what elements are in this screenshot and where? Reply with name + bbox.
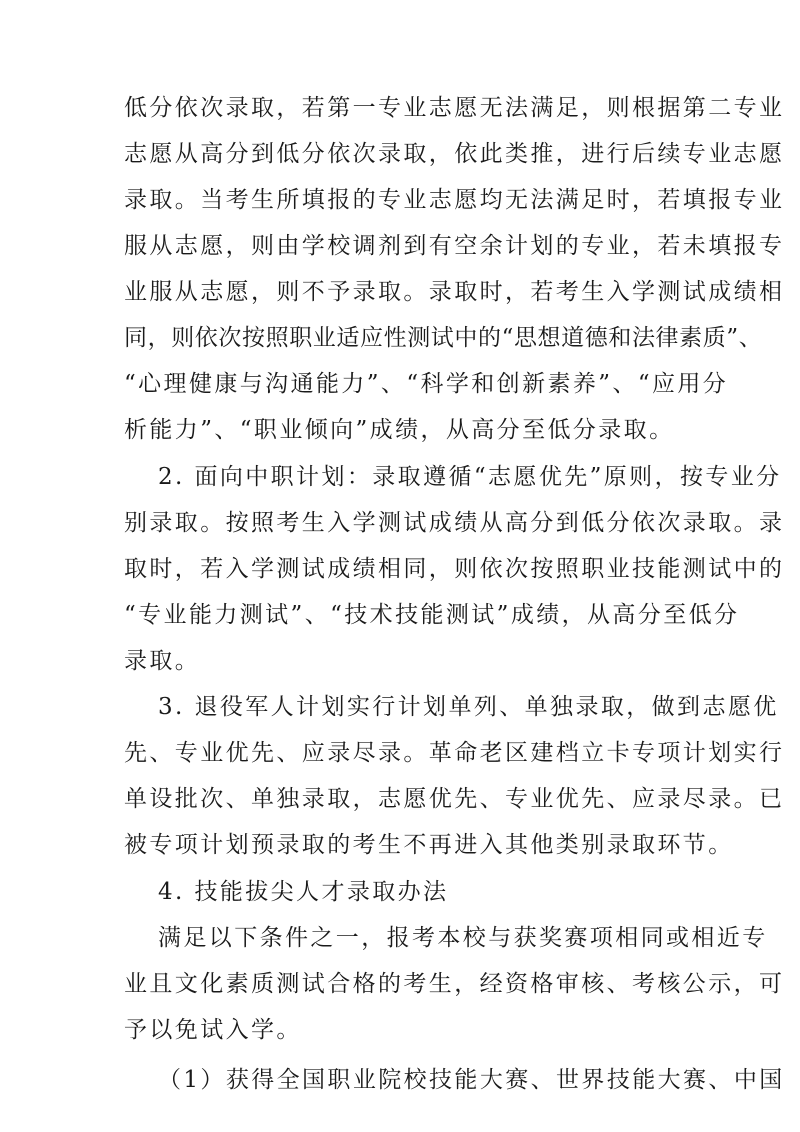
- text-line-7: “心理健康与沟通能力”、“科学和创新素养”、“应用分: [124, 371, 729, 397]
- text-line-6: 同，则依次按照职业适应性测试中的“思想道德和法律素质”、: [124, 325, 763, 351]
- text-line-2: 志愿从高分到低分依次录取，依此类推，进行后续专业志愿: [124, 141, 785, 167]
- text-line-11: 取时，若入学测试成绩相同，则依次按照职业技能测试中的: [124, 556, 785, 582]
- text-line-8: 析能力”、“职业倾向”成绩，从高分至低分录取。: [124, 417, 675, 443]
- text-line-16: 单设批次、单独录取，志愿优先、专业优先、应录尽录。已: [124, 786, 785, 812]
- text-line-13: 录取。: [124, 648, 201, 674]
- text-line-19: 满足以下条件之一，报考本校与获奖赛项相同或相近专: [158, 925, 768, 951]
- section-heading-4: 4. 技能拔尖人才录取办法: [158, 879, 449, 905]
- text-line-4: 服从志愿，则由学校调剂到有空余计划的专业，若未填报专: [124, 233, 785, 259]
- text-line-3: 录取。当考生所填报的专业志愿均无法满足时，若填报专业: [124, 187, 785, 213]
- text-line-21: 予以免试入学。: [124, 1017, 302, 1043]
- text-line-9: 2. 面向中职计划：录取遵循“志愿优先”原则，按专业分: [158, 464, 782, 490]
- text-line-14: 3. 退役军人计划实行计划单列、单独录取，做到志愿优: [158, 694, 779, 720]
- text-line-20: 业且文化素质测试合格的考生，经资格审核、考核公示，可: [124, 971, 785, 997]
- text-line-12: “专业能力测试”、“技术技能测试”成绩，从高分至低分: [124, 602, 740, 628]
- text-line-5: 业服从志愿，则不予录取。录取时，若考生入学测试成绩相: [124, 279, 785, 305]
- text-line-15: 先、专业优先、应录尽录。革命老区建档立卡专项计划实行: [124, 740, 785, 766]
- text-line-17: 被专项计划预录取的考生不再进入其他类别录取环节。: [124, 832, 734, 858]
- text-line-1: 低分依次录取，若第一专业志愿无法满足，则根据第二专业: [124, 95, 785, 121]
- text-line-22: （1）获得全国职业院校技能大赛、世界技能大赛、中国: [158, 1067, 785, 1093]
- text-line-10: 别录取。按照考生入学测试成绩从高分到低分依次录取。录: [124, 510, 785, 536]
